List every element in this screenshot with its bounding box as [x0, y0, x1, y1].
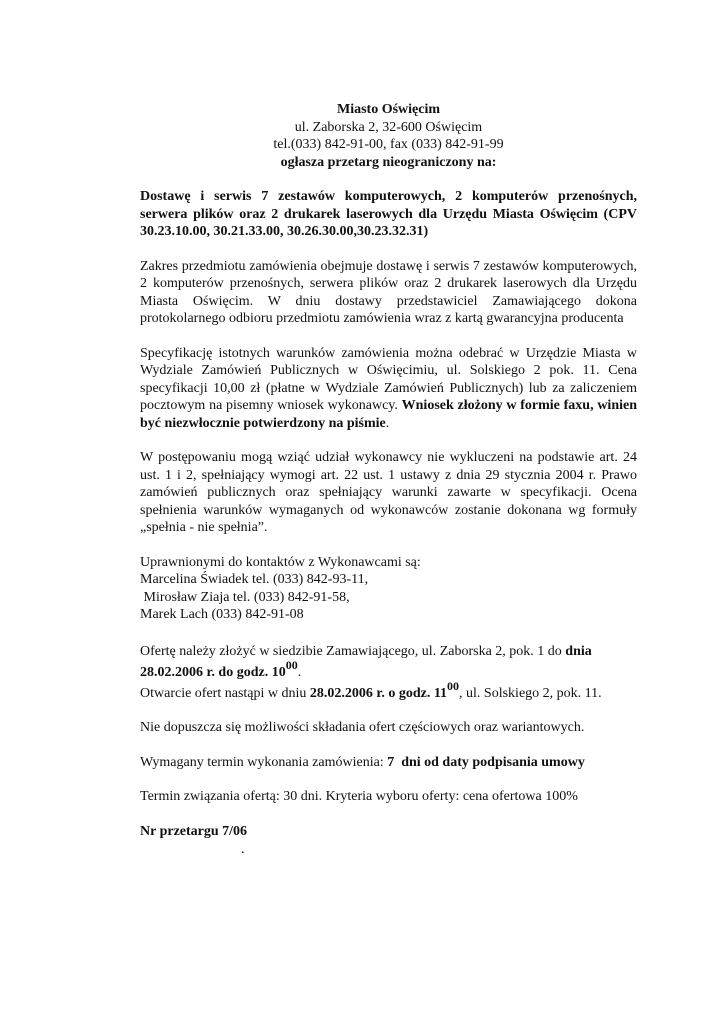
term-text: Wymagany termin wykonania zamówienia: — [140, 754, 388, 770]
spec-paragraph — [140, 345, 637, 433]
scope-paragraph: Zakres przedmiotu zamówienia obejmuje dostawę i serwis 7 zestawów komputerowych, 2 komputerów przenośnych, serwera plików oraz 2 drukarek laserowych dla Urzędu Miasta Oświęcim. W dniu dostawy przedstawiciel Zamawiającego dokona protokolarnego odbioru przedmiotu zamówienia wraz z kartą gwarancyjna producenta — [140, 258, 637, 326]
binding-paragraph: Termin związania ofertą: 30 dni. Kryteria wyboru oferty: cena ofertowa 100% — [140, 789, 578, 804]
offer-deadline-sup: 00 — [285, 657, 298, 672]
contact-person: Marcelina Świadek tel. (033) 842-93-11, — [140, 572, 369, 587]
trailing-dot: . — [241, 842, 245, 857]
opening-paragraph — [140, 678, 637, 703]
spec-bold: Wniosek złożony w formie faxu, winien być niezwłocznie potwierdzony na piśmie — [140, 398, 638, 431]
address-line: ul. Zaborska 2, 32-600 Oświęcim — [294, 119, 483, 135]
opening-end: , ul. Solskiego 2, pok. 11. — [459, 685, 602, 701]
offer-end: . — [297, 664, 302, 680]
document-body — [140, 101, 637, 840]
city-title: Miasto Oświęcim — [336, 102, 441, 117]
participation-paragraph: W postępowaniu mogą wziąć udział wykonawcy nie wykluczeni na podstawie art. 24 ust. 1 i 2, spełniający wymogi art. 22 ust. 1 ustawy z dnia 29 stycznia 2004 r. Prawo zamówień publicznych oraz spełniający warunki zawarte w specyfikacji. Ocena spełnienia warunków wymaganych od wykonawców zostanie dokonana wg formuły „spełnia - nie spełnia”. — [140, 450, 637, 535]
announce-line: ogłasza przetarg nieograniczony na: — [280, 154, 497, 170]
tender-subject: Dostawę i serwis 7 zestawów komputerowych, 2 komputerów przenośnych, serwera plików oraz 2 drukarek laserowych dla Urzędu Miasta Oświęcim (CPV 30.23.10.00, 30.21.33.00, 30.26.30.00,30.23.32.31) — [140, 189, 637, 239]
term-paragraph — [140, 754, 637, 772]
contact-person: Mirosław Ziaja tel. (033) 842-91-58, — [140, 589, 350, 605]
offer-deadline-a: dnia — [565, 643, 592, 659]
spec-end: . — [385, 415, 390, 431]
partial-offers-note: Nie dopuszcza się możliwości składania ofert częściowych oraz wariantowych. — [140, 720, 585, 735]
offer-paragraph — [140, 641, 637, 683]
contact-person: Marek Lach (033) 842-91-08 — [140, 607, 304, 622]
offer-deadline-b: 28.02.2006 r. do godz. 10 — [140, 664, 286, 680]
spec-text: Specyfikację istotnych warunków zamówienia można odebrać w Urzędzie Miasta w Wydziale Zamówień Publicznych w Oświęcimiu, ul. Solskiego 2 pok. 11. Cena specyfikacji 10,00 zł (płatne w Wydziale Zamówień Publicznych) lub za zaliczeniem pocztowym na pisemny wniosek wykonawcy. — [140, 345, 637, 413]
phone-line: tel.(033) 842-91-00, fax (033) 842-91-99 — [273, 137, 504, 152]
opening-bold: 28.02.2006 r. o godz. 11 — [309, 685, 448, 701]
contacts-intro: Uprawnionymi do kontaktów z Wykonawcami są: — [140, 554, 421, 570]
tender-number: Nr przetargu 7/06 — [140, 823, 248, 839]
opening-text: Otwarcie ofert nastąpi w dniu — [140, 685, 310, 701]
contacts-block — [140, 554, 637, 624]
term-bold: 7 dni od daty podpisania umowy — [387, 754, 585, 770]
offer-text: Ofertę należy złożyć w siedzibie Zamawiającego, ul. Zaborska 2, pok. 1 do — [140, 643, 566, 659]
opening-sup: 00 — [447, 678, 460, 693]
